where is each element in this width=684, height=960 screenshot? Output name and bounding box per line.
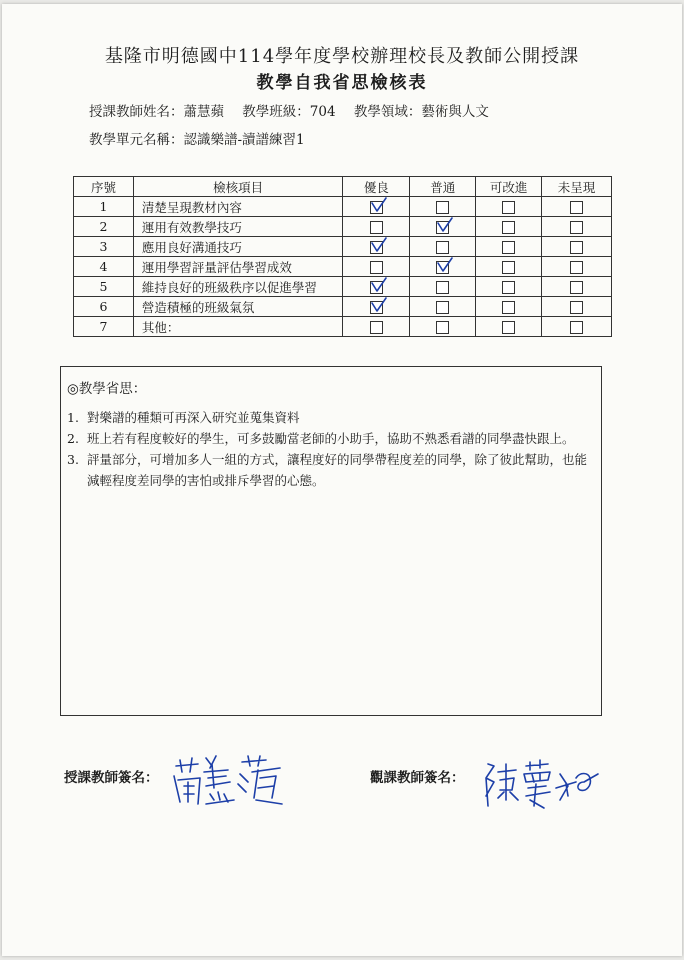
check-mark-icon xyxy=(437,257,453,273)
row-item: 應用良好溝通技巧 xyxy=(133,237,343,257)
rating-cell xyxy=(343,217,410,237)
row-item: 維持良好的班級秩序以促進學習 xyxy=(133,277,343,297)
checkbox[interactable] xyxy=(570,301,583,314)
rating-cell xyxy=(410,277,476,297)
check-mark-icon xyxy=(371,277,387,293)
row-number: 2 xyxy=(74,217,134,237)
table-row xyxy=(74,257,612,277)
teacher-signature xyxy=(168,752,298,812)
rating-cell xyxy=(542,277,612,297)
list-item-number: 1. xyxy=(67,410,79,425)
checkbox-checked[interactable] xyxy=(370,301,383,314)
row-number: 4 xyxy=(74,257,134,277)
checkbox[interactable] xyxy=(436,301,449,314)
rating-cell xyxy=(542,217,612,237)
rating-cell xyxy=(410,297,476,317)
checkbox-checked[interactable] xyxy=(436,221,449,234)
rating-cell xyxy=(343,197,410,217)
checkbox[interactable] xyxy=(436,201,449,214)
rating-cell xyxy=(343,257,410,277)
rating-cell xyxy=(476,297,542,317)
observer-signature-label: 觀課教師簽名： xyxy=(370,770,465,786)
checkbox[interactable] xyxy=(570,221,583,234)
header-excellent: 優良 xyxy=(343,177,410,197)
table-row xyxy=(74,317,612,337)
checkbox[interactable] xyxy=(502,241,515,254)
class-value: 704 xyxy=(309,104,336,120)
checkbox[interactable] xyxy=(436,241,449,254)
checkbox[interactable] xyxy=(370,221,383,234)
rating-cell xyxy=(410,237,476,257)
checkbox[interactable] xyxy=(502,301,515,314)
rating-cell xyxy=(542,297,612,317)
checklist-table xyxy=(73,176,612,337)
row-number: 3 xyxy=(74,237,134,257)
class-label: 教學班級： xyxy=(242,104,310,120)
check-mark-icon xyxy=(437,217,453,233)
rating-cell xyxy=(410,217,476,237)
checkbox[interactable] xyxy=(370,321,383,334)
info-row-teacher xyxy=(89,100,489,120)
row-number: 1 xyxy=(74,197,134,217)
rating-cell xyxy=(542,257,612,277)
checkbox[interactable] xyxy=(370,261,383,274)
rating-cell xyxy=(476,217,542,237)
checkbox[interactable] xyxy=(570,241,583,254)
checkbox[interactable] xyxy=(436,281,449,294)
list-item xyxy=(67,428,595,449)
check-mark-icon xyxy=(371,197,387,213)
document-subtitle: 教學自我省思檢核表 xyxy=(256,73,428,93)
header-item: 檢核項目 xyxy=(133,177,343,197)
rating-cell xyxy=(476,257,542,277)
checkbox[interactable] xyxy=(570,281,583,294)
list-item-text: 評量部分，可增加多人一組的方式，讓程度好的同學帶程度差的同學，除了彼此幫助，也能減輕程度差同學的害怕或排斥學習的心態。 xyxy=(87,452,588,488)
rating-cell xyxy=(410,257,476,277)
document-title: 基隆市明德國中114學年度學校辦理校長及教師公開授課 xyxy=(104,46,580,67)
reflection-list xyxy=(67,407,595,491)
rating-cell xyxy=(542,317,612,337)
rating-cell xyxy=(476,197,542,217)
table-row xyxy=(74,297,612,317)
header-not-shown: 未呈現 xyxy=(542,177,612,197)
checkbox-checked[interactable] xyxy=(370,241,383,254)
checkbox[interactable] xyxy=(502,201,515,214)
row-item: 運用有效教學技巧 xyxy=(133,217,343,237)
rating-cell xyxy=(542,197,612,217)
checkbox-checked[interactable] xyxy=(370,201,383,214)
list-item-text: 班上若有程度較好的學生，可多鼓勵當老師的小助手，協助不熟悉看譜的同學盡快跟上。 xyxy=(87,431,575,446)
rating-cell xyxy=(476,317,542,337)
checkbox[interactable] xyxy=(502,281,515,294)
teacher-name-label: 授課教師姓名： xyxy=(89,104,184,120)
row-number: 5 xyxy=(74,277,134,297)
unit-label: 教學單元名稱： xyxy=(89,132,184,148)
table-row xyxy=(74,277,612,297)
header-improvable: 可改進 xyxy=(476,177,542,197)
checkbox-checked[interactable] xyxy=(436,261,449,274)
row-item: 營造積極的班級氣氛 xyxy=(133,297,343,317)
check-mark-icon xyxy=(371,297,387,313)
checkbox[interactable] xyxy=(436,321,449,334)
checkbox-checked[interactable] xyxy=(370,281,383,294)
header-number: 序號 xyxy=(74,177,134,197)
info-row-unit xyxy=(89,128,305,148)
list-item-number: 2. xyxy=(67,431,79,446)
rating-cell xyxy=(343,297,410,317)
table-row xyxy=(74,237,612,257)
row-item: 清楚呈現教材內容 xyxy=(133,197,343,217)
row-number: 7 xyxy=(74,317,134,337)
domain-label: 教學領域： xyxy=(353,104,422,120)
checkbox[interactable] xyxy=(570,201,583,214)
table-row xyxy=(74,217,612,237)
teacher-signature-label: 授課教師簽名： xyxy=(64,770,159,786)
rating-cell xyxy=(343,277,410,297)
checkbox[interactable] xyxy=(570,261,583,274)
domain-value: 藝術與人文 xyxy=(421,104,489,120)
list-item-text: 對樂譜的種類可再深入研究並蒐集資料 xyxy=(87,410,300,425)
teacher-name-value: 蕭慧蘋 xyxy=(183,104,224,120)
checkbox[interactable] xyxy=(502,261,515,274)
checkbox[interactable] xyxy=(502,321,515,334)
reflection-title: ◎教學省思： xyxy=(67,381,147,397)
list-item xyxy=(67,449,595,491)
rating-cell xyxy=(542,237,612,257)
row-number: 6 xyxy=(74,297,134,317)
row-item: 其他： xyxy=(133,317,343,337)
rating-cell xyxy=(343,237,410,257)
rating-cell xyxy=(476,277,542,297)
table-header-row xyxy=(74,177,612,197)
checkbox[interactable] xyxy=(570,321,583,334)
check-mark-icon xyxy=(371,237,387,253)
list-item xyxy=(67,407,595,428)
observer-signature xyxy=(476,756,606,814)
table-row xyxy=(74,197,612,217)
rating-cell xyxy=(410,317,476,337)
rating-cell xyxy=(476,237,542,257)
rating-cell xyxy=(343,317,410,337)
rating-cell xyxy=(410,197,476,217)
row-item: 運用學習評量評估學習成效 xyxy=(133,257,343,277)
reflection-box xyxy=(60,366,602,716)
checkbox[interactable] xyxy=(502,221,515,234)
list-item-number: 3. xyxy=(67,452,79,467)
unit-value: 認識樂譜-讀譜練習1 xyxy=(183,132,305,148)
header-average: 普通 xyxy=(410,177,476,197)
